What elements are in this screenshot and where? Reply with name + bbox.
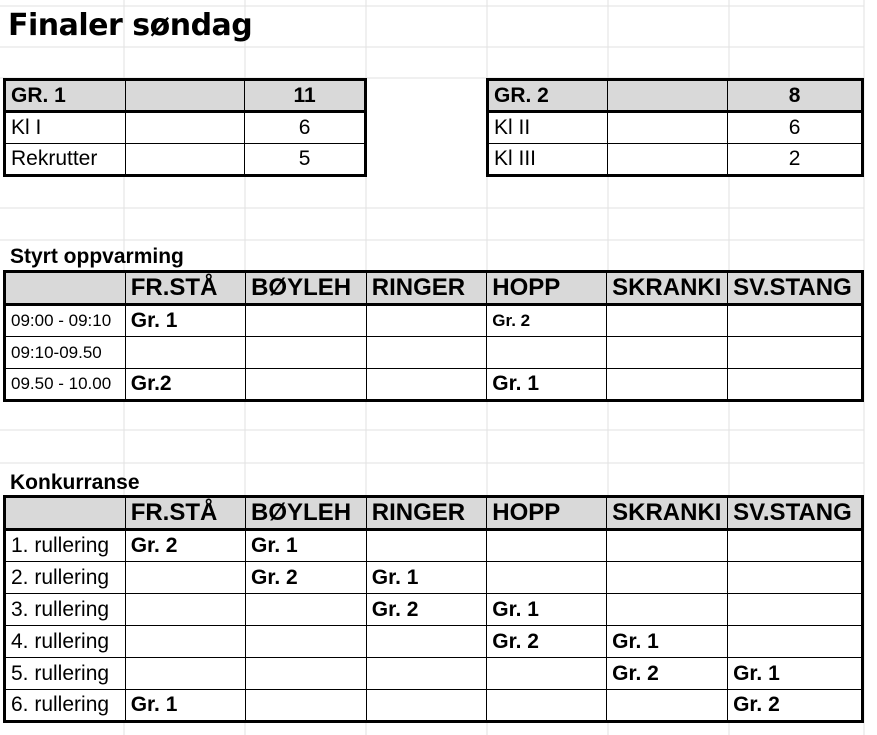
schedule-cell bbox=[246, 658, 367, 690]
group-header-row bbox=[5, 80, 366, 112]
rotation-row bbox=[5, 562, 863, 594]
competition-table bbox=[3, 495, 864, 723]
schedule-cell bbox=[125, 594, 245, 626]
schedule-cell bbox=[728, 369, 863, 401]
schedule-cell bbox=[366, 305, 487, 337]
apparatus-header: FR.STÅ bbox=[125, 272, 245, 305]
class-name: Kl I bbox=[5, 112, 126, 144]
empty-cell bbox=[125, 144, 245, 176]
group-name: GR. 1 bbox=[5, 80, 126, 112]
schedule-cell bbox=[607, 369, 728, 401]
rotation-name: 5. rullering bbox=[5, 658, 126, 690]
apparatus-header: SKRANKI bbox=[607, 272, 728, 305]
class-count: 6 bbox=[728, 112, 863, 144]
schedule-cell bbox=[125, 658, 245, 690]
schedule-cell: Gr. 2 bbox=[246, 562, 367, 594]
schedule-cell bbox=[366, 369, 487, 401]
group-header-row bbox=[488, 80, 863, 112]
apparatus-header: FR.STÅ bbox=[125, 497, 245, 530]
schedule-cell bbox=[366, 530, 487, 562]
class-name: Kl III bbox=[488, 144, 608, 176]
schedule-cell: Gr. 2 bbox=[487, 305, 607, 337]
schedule-cell: Gr. 1 bbox=[487, 369, 607, 401]
schedule-cell bbox=[607, 690, 728, 722]
rotation-name: 1. rullering bbox=[5, 530, 126, 562]
schedule-cell bbox=[487, 337, 607, 369]
schedule-cell: Gr. 2 bbox=[366, 594, 487, 626]
apparatus-header: HOPP bbox=[487, 272, 607, 305]
schedule-cell: Gr. 1 bbox=[125, 690, 245, 722]
schedule-cell: Gr. 2 bbox=[125, 530, 245, 562]
apparatus-header: RINGER bbox=[366, 497, 487, 530]
group-row bbox=[5, 144, 366, 176]
empty-cell bbox=[608, 144, 728, 176]
class-count: 5 bbox=[245, 144, 366, 176]
group-row bbox=[5, 112, 366, 144]
warmup-row bbox=[5, 337, 863, 369]
rotation-row bbox=[5, 530, 863, 562]
time-slot: 09:00 - 09:10 bbox=[5, 305, 126, 337]
group-total: 8 bbox=[728, 80, 863, 112]
schedule-cell bbox=[728, 305, 863, 337]
schedule-cell bbox=[728, 562, 863, 594]
schedule-cell bbox=[487, 530, 607, 562]
group-1-table bbox=[3, 78, 367, 177]
schedule-cell bbox=[728, 337, 863, 369]
class-count: 6 bbox=[245, 112, 366, 144]
schedule-cell bbox=[607, 337, 728, 369]
schedule-cell bbox=[366, 690, 487, 722]
schedule-cell bbox=[366, 337, 487, 369]
warmup-table bbox=[3, 270, 864, 402]
group-row bbox=[488, 112, 863, 144]
schedule-cell bbox=[607, 562, 728, 594]
rotation-row bbox=[5, 626, 863, 658]
class-count: 2 bbox=[728, 144, 863, 176]
schedule-cell: Gr.2 bbox=[125, 369, 245, 401]
schedule-cell: Gr. 1 bbox=[487, 594, 607, 626]
schedule-cell bbox=[607, 530, 728, 562]
schedule-cell bbox=[366, 626, 487, 658]
time-slot: 09:10-09.50 bbox=[5, 337, 126, 369]
schedule-cell bbox=[125, 626, 245, 658]
empty-cell bbox=[5, 497, 126, 530]
rotation-name: 2. rullering bbox=[5, 562, 126, 594]
warmup-row bbox=[5, 369, 863, 401]
schedule-cell bbox=[728, 530, 863, 562]
time-slot: 09.50 - 10.00 bbox=[5, 369, 126, 401]
empty-cell bbox=[125, 80, 245, 112]
schedule-cell bbox=[246, 337, 367, 369]
competition-header-row bbox=[5, 497, 863, 530]
schedule-cell bbox=[487, 562, 607, 594]
empty-cell bbox=[608, 80, 728, 112]
empty-cell bbox=[5, 272, 126, 305]
schedule-cell: Gr. 2 bbox=[728, 690, 863, 722]
schedule-cell bbox=[246, 305, 367, 337]
schedule-cell: Gr. 1 bbox=[246, 530, 367, 562]
group-2-table bbox=[486, 78, 864, 177]
apparatus-header: RINGER bbox=[366, 272, 487, 305]
schedule-cell: Gr. 1 bbox=[125, 305, 245, 337]
schedule-cell: Gr. 1 bbox=[728, 658, 863, 690]
apparatus-header: BØYLEH bbox=[246, 497, 367, 530]
group-total: 11 bbox=[245, 80, 366, 112]
schedule-cell bbox=[125, 337, 245, 369]
schedule-cell bbox=[607, 594, 728, 626]
schedule-cell bbox=[246, 690, 367, 722]
schedule-cell bbox=[246, 594, 367, 626]
rotation-row bbox=[5, 690, 863, 722]
rotation-name: 3. rullering bbox=[5, 594, 126, 626]
rotation-name: 4. rullering bbox=[5, 626, 126, 658]
empty-cell bbox=[608, 112, 728, 144]
schedule-cell bbox=[246, 626, 367, 658]
schedule-cell bbox=[728, 626, 863, 658]
rotation-row bbox=[5, 594, 863, 626]
apparatus-header: SV.STANG bbox=[728, 497, 863, 530]
apparatus-header: SV.STANG bbox=[728, 272, 863, 305]
schedule-cell: Gr. 2 bbox=[487, 626, 607, 658]
schedule-cell bbox=[366, 658, 487, 690]
apparatus-header: HOPP bbox=[487, 497, 607, 530]
schedule-cell bbox=[246, 369, 367, 401]
class-name: Kl II bbox=[488, 112, 608, 144]
rotation-name: 6. rullering bbox=[5, 690, 126, 722]
class-name: Rekrutter bbox=[5, 144, 126, 176]
apparatus-header: SKRANKI bbox=[607, 497, 728, 530]
schedule-cell bbox=[487, 690, 607, 722]
apparatus-header: BØYLEH bbox=[246, 272, 367, 305]
schedule-cell bbox=[487, 658, 607, 690]
group-name: GR. 2 bbox=[488, 80, 608, 112]
page-title: Finaler søndag bbox=[8, 8, 253, 43]
schedule-cell bbox=[125, 562, 245, 594]
schedule-cell: Gr. 2 bbox=[607, 658, 728, 690]
rotation-row bbox=[5, 658, 863, 690]
schedule-cell: Gr. 1 bbox=[607, 626, 728, 658]
competition-label: Konkurranse bbox=[10, 471, 140, 494]
group-row bbox=[488, 144, 863, 176]
warmup-header-row bbox=[5, 272, 863, 305]
warmup-label: Styrt oppvarming bbox=[10, 245, 184, 268]
schedule-cell bbox=[607, 305, 728, 337]
warmup-row bbox=[5, 305, 863, 337]
schedule-cell bbox=[728, 594, 863, 626]
schedule-cell: Gr. 1 bbox=[366, 562, 487, 594]
empty-cell bbox=[125, 112, 245, 144]
